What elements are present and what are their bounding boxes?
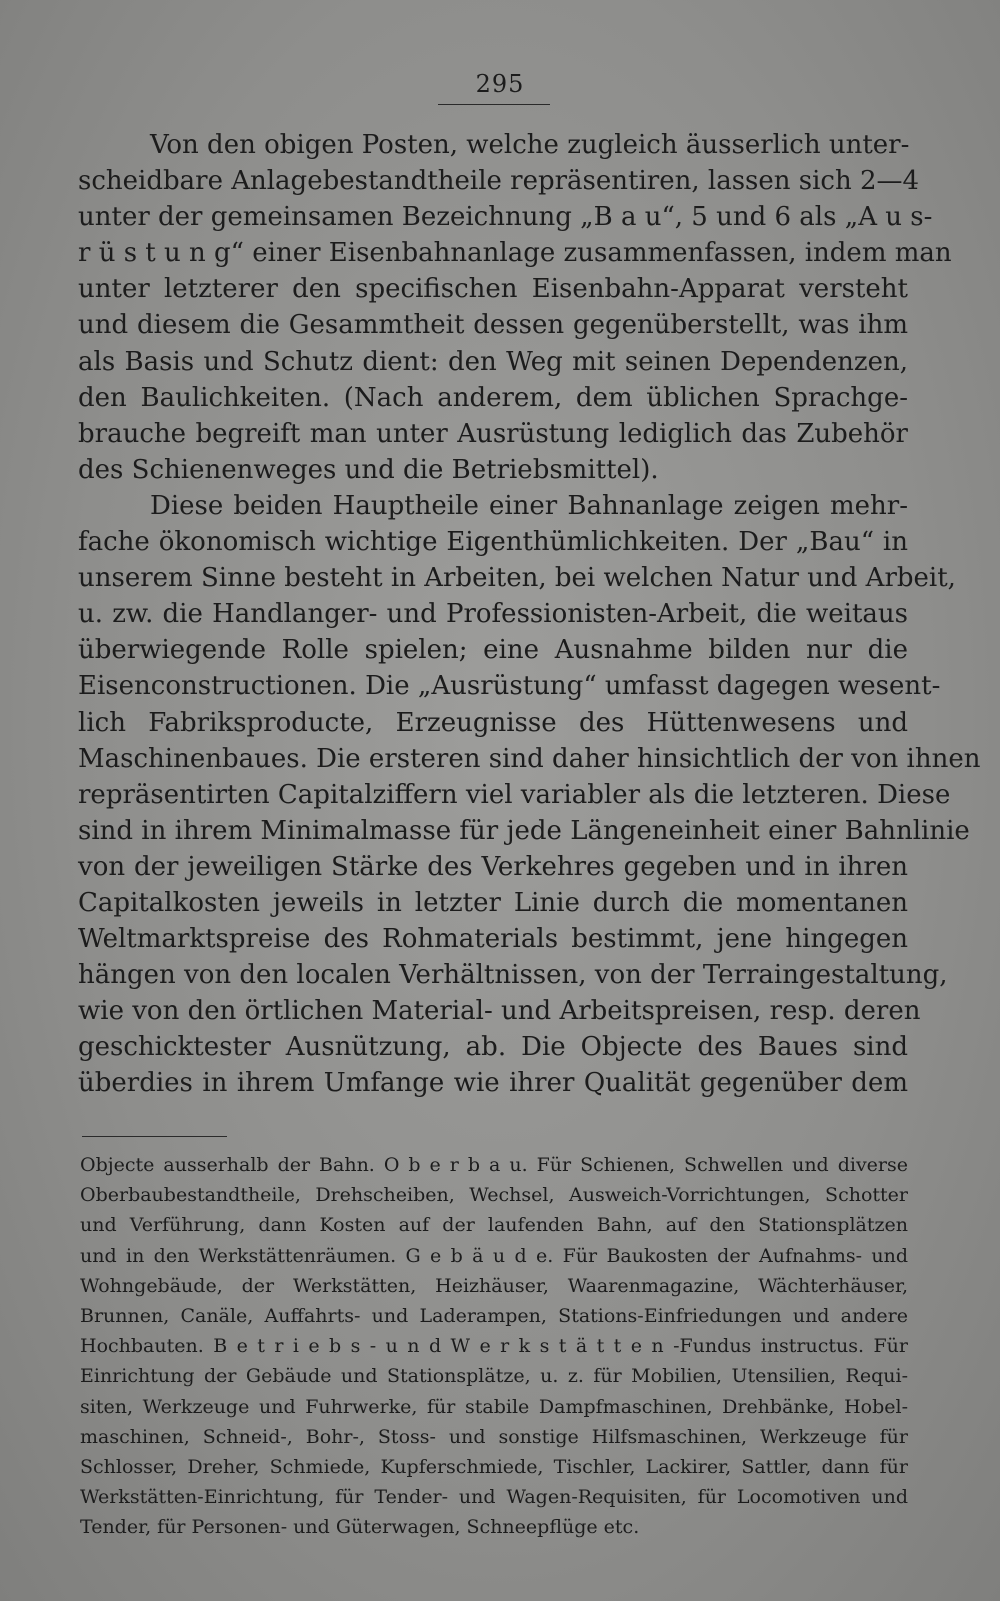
body-line: fache ökonomisch wichtige Eigenthümlichkeiten. Der „Bau“ in (78, 527, 908, 558)
body-line: des Schienenweges und die Betriebsmittel). (78, 454, 659, 485)
body-line: von der jeweiligen Stärke des Verkehres gegeben und in ihren (78, 851, 908, 882)
page-number: 295 (475, 70, 525, 98)
footnote-line: und Verführung, dann Kosten auf der laufenden Bahn, auf den Stationsplätzen (80, 1214, 908, 1237)
body-line: u. zw. die Handlanger- und Professionisten-Arbeit, die weitaus (78, 599, 908, 630)
footnote-line: maschinen, Schneid-, Bohr-, Stoss- und sonstige Hilfsmaschinen, Werkzeuge für (80, 1425, 908, 1448)
body-text (78, 127, 981, 1102)
body-line: hängen von den localen Verhältnissen, von der Terraingestaltung, (78, 960, 948, 991)
body-line: unter der gemeinsamen Bezeichnung „B a u“, 5 und 6 als „A u s- (78, 202, 933, 233)
body-line: unter letzterer den specifischen Eisenbahn-Apparat versteht (78, 274, 908, 305)
body-line: als Basis und Schutz dient: den Weg mit seinen Dependenzen, (78, 346, 908, 377)
footnote-line: und in den Werkstättenräumen. G e b ä u d e. Für Baukosten der Aufnahms- und (80, 1244, 908, 1267)
body-line: den Baulichkeiten. (Nach anderem, dem üblichen Sprachge- (78, 382, 908, 413)
body-line: Von den obigen Posten, welche zugleich äusserlich unter- (150, 130, 910, 160)
body-line: scheidbare Anlagebestandtheile repräsentiren, lassen sich 2—4 (78, 166, 920, 197)
footnote-line: Objecte ausserhalb der Bahn. O b e r b a u. Für Schienen, Schwellen und diverse (80, 1154, 908, 1176)
body-line: Eisenconstructionen. Die „Ausrüstung“ umfasst dagegen wesent- (78, 671, 941, 702)
body-line: wie von den örtlichen Material- und Arbeitspreisen, resp. deren (78, 996, 921, 1027)
footnote-line: Werkstätten-Einrichtung, für Tender- und Wagen-Requisiten, für Locomotiven und (80, 1486, 908, 1509)
body-line: Maschinenbaues. Die ersteren sind daher hinsichtlich der von ihnen (78, 743, 981, 774)
footnote-line: Schlosser, Dreher, Schmiede, Kupferschmiede, Tischler, Lackirer, Sattler, dann für (80, 1455, 908, 1478)
body-line: und diesem die Gesammtheit dessen gegenüberstellt, was ihm (78, 310, 908, 341)
footnote-line: Wohngebäude, der Werkstätten, Heizhäuser, Waarenmagazine, Wächterhäuser, (80, 1274, 908, 1297)
footnote-line: Hochbauten. B e t r i e b s - u n d W e r k s t ä t t e n -Fundus instructus. Für (80, 1335, 908, 1358)
body-line: überdies in ihrem Umfange wie ihrer Qualität gegenüber dem (78, 1068, 908, 1099)
footnote-rule (82, 1136, 227, 1137)
footnote-line: Tender, für Personen- und Güterwagen, Schneepflüge etc. (80, 1516, 640, 1539)
body-line: brauche begreift man unter Ausrüstung lediglich das Zubehör (78, 418, 908, 449)
body-line: Capitalkosten jeweils in letzter Linie durch die momentanen (78, 887, 908, 918)
body-line: überwiegende Rolle spielen; eine Ausnahme bilden nur die (78, 635, 908, 666)
body-line: sind in ihrem Minimalmasse für jede Längeneinheit einer Bahnlinie (78, 815, 970, 846)
footnotes (80, 1150, 908, 1542)
footnote-line: siten, Werkzeuge und Fuhrwerke, für stabile Dampfmaschinen, Drehbänke, Hobel- (80, 1395, 908, 1418)
body-line: lich Fabriksproducte, Erzeugnisse des Hüttenwesens und (78, 707, 908, 738)
body-line: Diese beiden Hauptheile einer Bahnanlage zeigen mehr- (150, 490, 908, 521)
body-line: unserem Sinne besteht in Arbeiten, bei welchen Natur und Arbeit, (78, 563, 956, 594)
page-number-rule (438, 104, 550, 105)
footnote-line: Einrichtung der Gebäude und Stationsplätze, u. z. für Mobilien, Utensilien, Requi- (80, 1365, 908, 1388)
body-line: geschicktester Ausnützung, ab. Die Objecte des Baues sind (78, 1032, 908, 1063)
body-line: r ü s t u n g“ einer Eisenbahnanlage zusammenfassen, indem man (78, 238, 952, 269)
footnote-line: Oberbaubestandtheile, Drehscheiben, Wechsel, Ausweich-Vorrichtungen, Schotter (80, 1184, 908, 1207)
body-line: repräsentirten Capitalziffern viel variabler als die letzteren. Diese (78, 779, 951, 810)
footnote-line: Brunnen, Canäle, Auffahrts- und Laderampen, Stations-Einfriedungen und andere (80, 1304, 908, 1327)
body-line: Weltmarktspreise des Rohmaterials bestimmt, jene hingegen (78, 924, 908, 955)
